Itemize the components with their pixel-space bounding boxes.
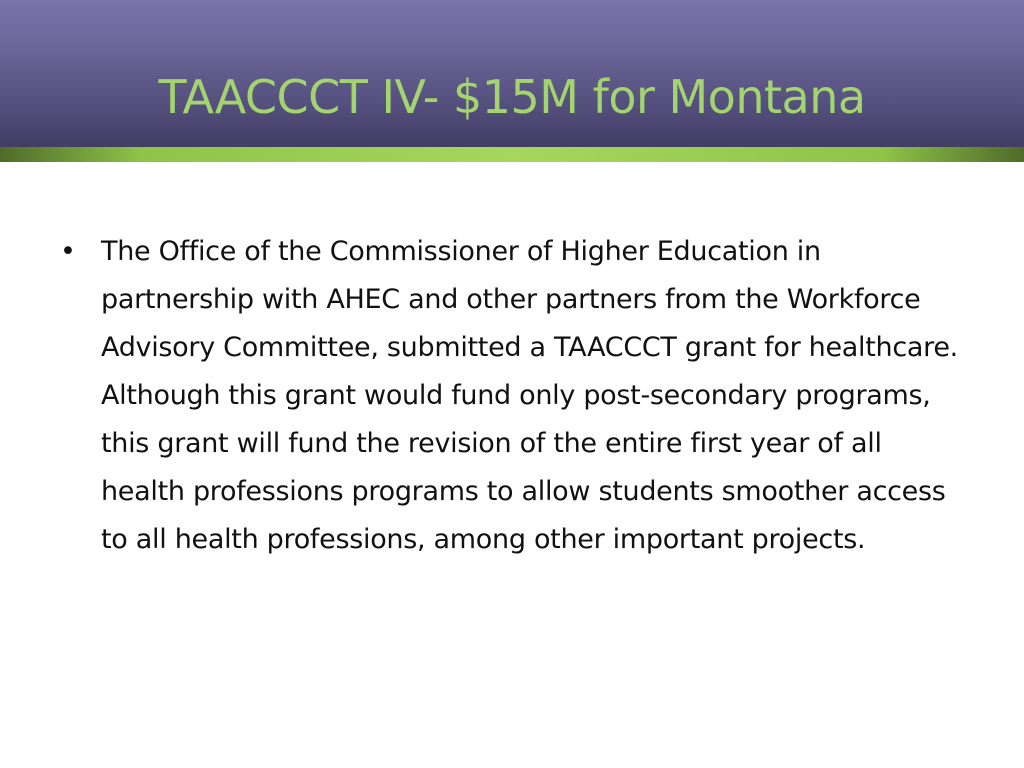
- bullet-item: [60, 228, 960, 564]
- bullet-list: [60, 228, 960, 564]
- bullet-dot-icon: •: [60, 236, 76, 267]
- bullet-text: The Office of the Commissioner of Higher Education in partnership with AHEC and other partners from the Workforce Advisory Committee, submitted a TAACCCT grant for healthcare. Although this grant would fund only post-secondary programs, this grant will fund the revision of the entire first year of all health professions programs to allow students smoother access to all health professions, among other important projects.: [101, 236, 958, 555]
- title-banner: [0, 0, 1024, 147]
- accent-divider: [0, 147, 1024, 162]
- slide-title: TAACCCT IV- $15M for Montana: [158, 70, 866, 124]
